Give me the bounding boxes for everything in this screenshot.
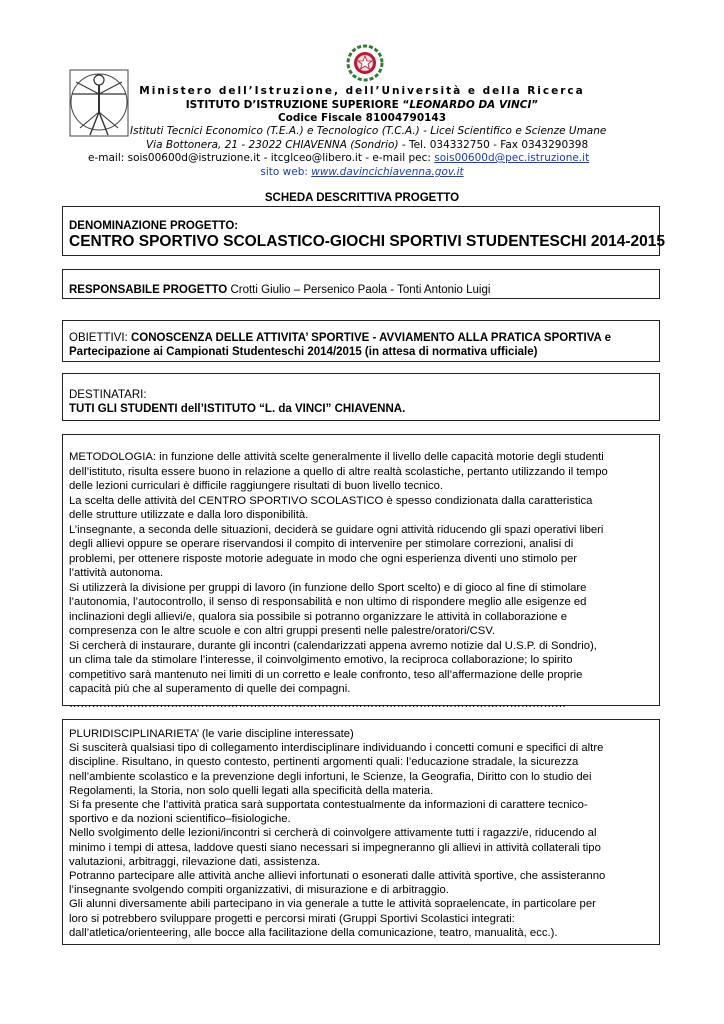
objectives-box [62, 320, 660, 362]
institute-name: ISTITUTO D’ISTRUZIONE SUPERIORE “LEONARDO DA VINCI” [185, 99, 539, 111]
document-title: SCHEDA DESCRITTIVA PROGETTO [264, 192, 460, 204]
responsible-value: Crotti Giulio – Persenico Paola - Tonti Antonio Luigi [227, 284, 491, 296]
project-name-box [62, 206, 665, 256]
interdisciplinary-text: PLURIDISCIPLINARIETA’ (le varie discipline interessate) Si susciterà qualsiasi tipo di collegamento interdisciplinare individuando i concetti comuni e specifici di altre discipline. Risultano, in questo contesto, pertinenti argomenti quali: l’educazione stradale, la sicurezza nell’ambiente scolastico e la prevenzione degli infortuni, le Scienze, la Geografia, Diritto con lo studio dei Regolamenti, la Storia, non solo quelli legati alla specificità della materia. Si fa presente che l’attività pratica sarà supportata contestualmente da informazioni di carattere tecnico- sportivo e da nozioni scientifico–fisiologiche. Nello svolgimento delle lezioni/incontri si cercherà di coinvolgere attivamente tutti i ragazzi/e, riducendo al minimo i tempi di attesa, laddove questi siano necessari si impegneranno gli allievi in attività collaterali tipo valutazioni, arbitraggi, rilevazione dati, assistenza. Potranno partecipare alle attività anche allievi infortunati o esonerati dalle attività sportive, che assisteranno l’insegnante svolgendo compiti organizzativi, di misurazione e di arbitraggio. Gli alunni diversamente abili partecipano in via generale a tutte le attività sopraelencate, in particolare per loro si potrebbero sviluppare progetti e percorsi mirati (Gruppi Sportivi Scolastici integrati: dall’atletica/orienteering, alle bocce alla facilitazione della comunicazione, teatro, manualità, ecc.). [69, 728, 606, 939]
website-line: sito web: www.davincichiavenna.gov.it [260, 166, 464, 178]
recipients-value: TUTI GLI STUDENTI dell’ISTITUTO “L. da VINCI” CHIAVENNA. [69, 403, 406, 415]
objectives-line2: Partecipazione ai Campionati Studenteschi 2014/2015 (in attesa di normativa ufficiale) [69, 346, 538, 358]
codice-fiscale: Codice Fiscale 81004790143 [277, 112, 447, 124]
pec-email-link[interactable]: sois00600d@pec.istruzione.it [434, 152, 590, 164]
website-link[interactable]: www.davincichiavenna.gov.it [311, 166, 464, 178]
email-line: e-mail: sois00600d@istruzione.it - itcglceo@libero.it - e-mail pec: sois00600d@pec.istruzione.it [88, 152, 590, 164]
responsible-box [62, 269, 660, 299]
institute-types: Istituti Tecnici Economico (T.E.A.) e Tecnologico (T.C.A.) - Licei Scientifico e Scienze Umane [130, 125, 607, 137]
ministry-name: Ministero dell’Istruzione, dell’Università e della Ricerca [139, 85, 585, 97]
methodology-text: METODOLOGIA: in funzione delle attività scelte generalmente il livello delle capacità motorie degli studenti dell’istituto, risulta essere buono in relazione a quello di altre realtà scolastiche, pertanto utilizzando il tempo delle lezioni curriculari è difficile raggiungere risultati di buon livello tecnico. La scelta delle attività del CENTRO SPORTIVO SCOLASTICO è spesso condizionata dalla caratteristica delle strutture utilizzate e dalla loro disponibilità. L’insegnante, a seconda delle situazioni, deciderà se guidare ogni attività riducendo gli spazi operativi liberi degli allievi oppure se operare riservandosi il compito di intervenire per stimolare correzioni, analisi di problemi, per ottenere risposte motorie adeguate in modo che ogni esperienza diventi uno stimolo per l’attività autonoma. Si utilizzerà la divisione per gruppi di lavoro (in funzione dello Sport scelto) e di gioco al fine di stimolare l’autonomia, l’autocontrollo, il senso di responsabilità e non ultimo di rispondere meglio alle esigenze ed inclinazioni degli allievi/e, qualora sia possibile si potranno organizzare le attività in collaborazione e compresenza con le altre scuole e con altri gruppi presenti nelle palestre/oratori/CSV. Si cercherà di instaurare, durante gli incontri (calendarizzati appena avremo notizie dal U.S.P. di Sondrio), un clima tale da stimolare l’interesse, il coinvolgimento emotivo, la reciproca collaborazione; lo spirito competitivo sarà mantenuto nei limiti di un corretto e leale confronto, teso all’affermazione delle proprie capacità più che al superamento di quelle dei compagni. …………………………………………………………………………………………………………………… [69, 451, 608, 710]
methodology-box [62, 434, 660, 710]
recipients-box [62, 373, 660, 421]
address-line: Via Bottonera, 21 - 23022 CHIAVENNA (Sondrio) - Tel. 034332750 - Fax 0343290398 [146, 139, 589, 151]
interdisciplinary-box [62, 719, 660, 945]
recipients-label: DESTINATARI: [69, 389, 147, 401]
italian-republic-emblem-icon [346, 44, 384, 82]
objectives-label: OBIETTIVI: [69, 332, 131, 344]
project-name-label: DENOMINAZIONE PROGETTO: [69, 220, 239, 232]
objectives-line1: CONOSCENZA DELLE ATTIVITA’ SPORTIVE - AVVIAMENTO ALLA PRATICA SPORTIVA e [130, 332, 612, 344]
responsible-label: RESPONSABILE PROGETTO [69, 284, 228, 296]
project-title: CENTRO SPORTIVO SCOLASTICO-GIOCHI SPORTIVI STUDENTESCHI 2014-2015 [69, 233, 665, 250]
